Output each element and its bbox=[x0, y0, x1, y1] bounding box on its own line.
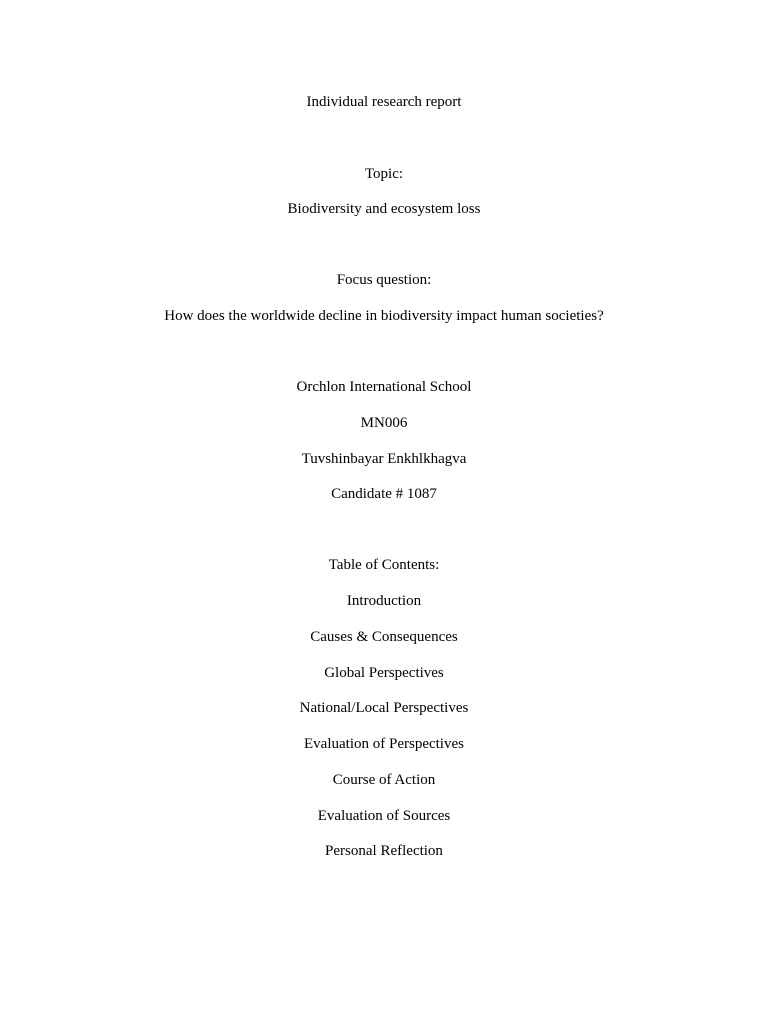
toc-item-personal-reflection: Personal Reflection bbox=[325, 843, 443, 859]
toc-item-evaluation-of-perspectives: Evaluation of Perspectives bbox=[304, 736, 464, 752]
school-code: MN006 bbox=[360, 415, 408, 431]
focus-question-label: Focus question: bbox=[336, 272, 432, 288]
school-name: Orchlon International School bbox=[296, 379, 472, 395]
toc-item-course-of-action: Course of Action bbox=[332, 772, 436, 788]
focus-question-text: How does the worldwide decline in biodiversity impact human societies? bbox=[164, 308, 604, 324]
topic-label: Topic: bbox=[364, 166, 404, 182]
toc-item-national-local-perspectives: National/Local Perspectives bbox=[299, 700, 469, 716]
toc-item-evaluation-of-sources: Evaluation of Sources bbox=[317, 808, 451, 824]
report-title: Individual research report bbox=[306, 94, 462, 110]
toc-item-introduction: Introduction bbox=[346, 593, 422, 609]
topic-text: Biodiversity and ecosystem loss bbox=[287, 201, 481, 217]
candidate-number: Candidate # 1087 bbox=[331, 486, 437, 502]
author-name: Tuvshinbayar Enkhlkhagva bbox=[301, 451, 467, 467]
toc-heading: Table of Contents: bbox=[328, 557, 440, 573]
toc-item-global-perspectives: Global Perspectives bbox=[324, 665, 444, 681]
toc-item-causes-consequences: Causes & Consequences bbox=[310, 629, 458, 645]
